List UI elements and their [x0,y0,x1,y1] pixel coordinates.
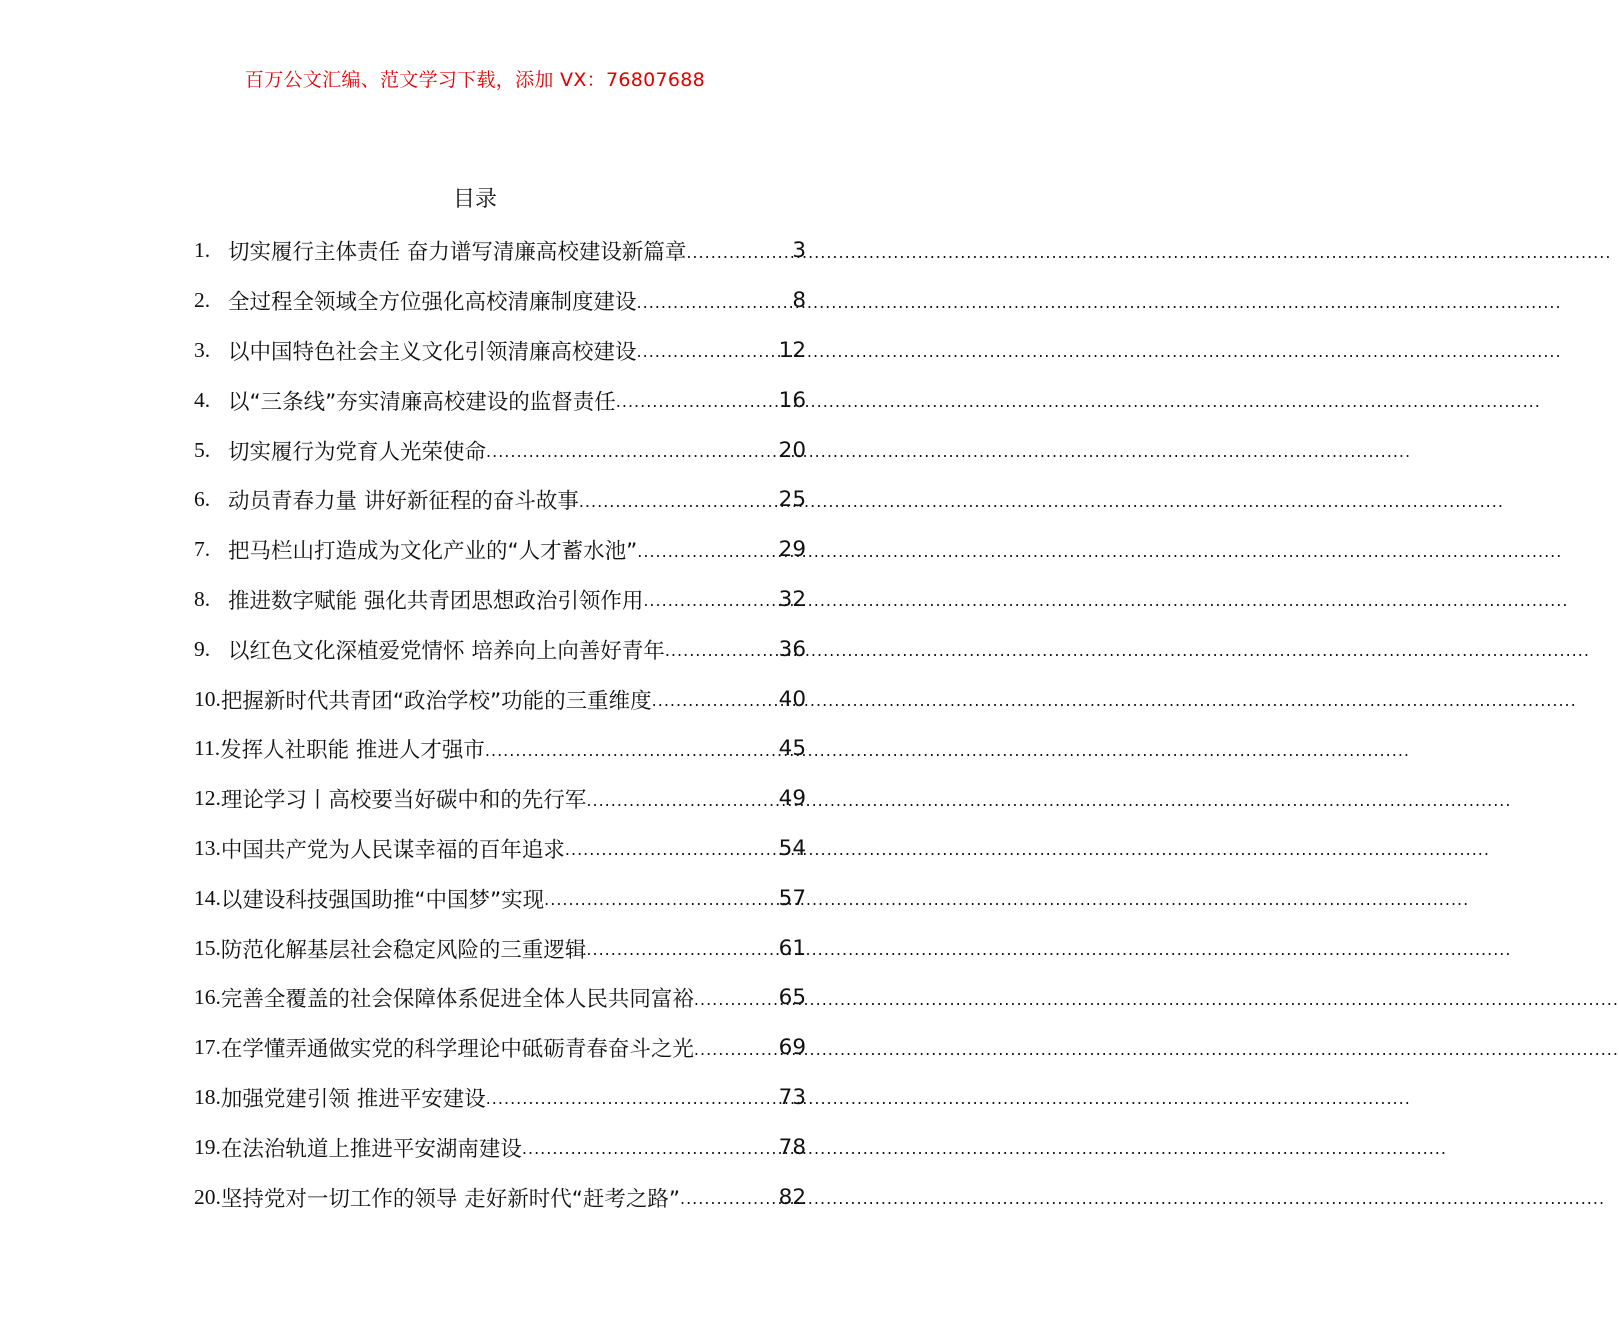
toc-item-11[interactable] [194,724,806,774]
toc-item-title: 理论学习丨高校要当好碳中和的先行军 [220,788,587,814]
toc-item-title: 加强党建引领 推进平安建设 [220,1086,486,1112]
toc-dot-leader [680,1189,779,1208]
toc-dot-leader [616,392,779,411]
toc-item-page: 29 [778,537,806,563]
toc-dot-leader [694,1040,779,1059]
toc-item-number: 1. [194,238,211,263]
toc-item-number: 8. [194,586,211,611]
toc-item-number: 20. [194,1184,221,1209]
toc-item-title: 切实履行为党育人光荣使命 [228,439,487,465]
toc-item-15[interactable] [194,923,806,973]
toc-item-3[interactable] [194,326,806,376]
toc-item-number: 4. [194,387,211,412]
toc-item-number: 11. [194,736,221,761]
toc-item-page: 57 [778,885,806,911]
toc-dot-leader [522,1139,779,1158]
toc-item-title: 在学懂弄通做实党的科学理论中砥砺青春奋斗之光 [220,1037,694,1063]
toc-item-number: 14. [194,885,221,910]
toc-item-number: 19. [194,1134,221,1159]
toc-item-page: 65 [778,985,806,1011]
toc-item-page: 69 [778,1035,806,1061]
toc-dot-leader [643,591,778,610]
toc-item-title: 发挥人社职能 推进人才强市 [220,738,485,764]
toc-item-page: 40 [778,686,806,712]
toc-item-10[interactable] [194,674,806,724]
toc-item-number: 10. [194,686,221,711]
toc-item-page: 20 [778,437,806,463]
toc-item-number: 17. [194,1035,221,1060]
toc-item-18[interactable] [194,1073,806,1123]
toc-item-8[interactable] [194,575,806,625]
toc-item-14[interactable] [194,873,806,923]
table-of-contents [194,226,806,1222]
toc-item-page: 3 [792,238,806,264]
toc-dot-leader [579,492,779,511]
toc-dot-leader [544,890,778,909]
toc-item-1[interactable] [194,226,806,276]
toc-dot-leader [665,641,779,660]
toc-item-20[interactable] [194,1172,806,1222]
toc-item-2[interactable] [194,276,806,326]
toc-item-4[interactable] [194,375,806,425]
toc-item-title: 以中国特色社会主义文化引领清廉高校建设 [228,339,637,365]
toc-item-number: 16. [194,985,221,1010]
toc-item-9[interactable] [194,624,806,674]
toc-item-6[interactable] [194,475,806,525]
toc-item-number: 13. [194,835,221,860]
toc-item-number: 9. [194,636,211,661]
toc-dot-leader [485,741,779,760]
toc-dot-leader [486,442,779,461]
toc-dot-leader [694,990,779,1009]
toc-item-title: 以“三条线”夯实清廉高校建设的监督责任 [228,389,616,415]
toc-item-title: 坚持党对一切工作的领导 走好新时代“赶考之路” [220,1186,680,1212]
toc-item-title: 全过程全领域全方位强化高校清廉制度建设 [228,290,637,316]
toc-dot-leader [586,791,778,810]
toc-item-number: 18. [194,1084,221,1109]
toc-dot-leader [637,542,778,561]
toc-dot-leader [565,840,779,859]
toc-item-title: 切实履行主体责任 奋力谱写清廉高校建设新篇章 [228,240,687,266]
toc-item-page: 16 [778,387,806,413]
toc-item-number: 12. [194,786,221,811]
toc-dot-leader [586,940,778,959]
toc-dot-leader [486,1089,779,1108]
toc-item-number: 15. [194,935,221,960]
toc-item-page: 32 [778,586,806,612]
toc-item-title: 防范化解基层社会稳定风险的三重逻辑 [220,937,587,963]
toc-dot-leader [652,691,779,710]
toc-item-17[interactable] [194,1023,806,1073]
toc-dot-leader [637,293,793,312]
toc-item-title: 推进数字赋能 强化共青团思想政治引领作用 [228,588,644,614]
toc-item-page: 49 [778,786,806,812]
toc-item-title: 把马栏山打造成为文化产业的“人才蓄水池” [228,539,638,565]
toc-item-page: 8 [792,288,806,314]
toc-item-page: 61 [778,935,806,961]
toc-item-title: 中国共产党为人民谋幸福的百年追求 [220,837,565,863]
header-note: 百万公文汇编、范文学习下载，添加 VX：76807688 [244,69,706,91]
toc-item-title: 完善全覆盖的社会保障体系促进全体人民共同富裕 [220,987,694,1013]
toc-item-page: 25 [778,487,806,513]
toc-item-page: 78 [778,1134,806,1160]
toc-item-page: 12 [778,337,806,363]
toc-item-number: 3. [194,337,211,362]
toc-item-title: 动员青春力量 讲好新征程的奋斗故事 [228,489,579,515]
toc-item-page: 54 [778,835,806,861]
toc-item-number: 7. [194,537,211,562]
toc-item-page: 82 [778,1184,806,1210]
toc-item-title: 以建设科技强国助推“中国梦”实现 [220,887,545,913]
toc-item-title: 以红色文化深植爱党情怀 培养向上向善好青年 [228,638,665,664]
toc-item-19[interactable] [194,1122,806,1172]
toc-item-16[interactable] [194,973,806,1023]
toc-item-title: 把握新时代共青团“政治学校”功能的三重维度 [220,688,652,714]
toc-item-title: 在法治轨道上推进平安湖南建设 [220,1136,522,1162]
toc-item-page: 36 [778,636,806,662]
toc-item-page: 73 [778,1084,806,1110]
toc-dot-leader [637,342,779,361]
toc-item-7[interactable] [194,525,806,575]
toc-item-number: 2. [194,288,211,313]
toc-item-number: 6. [194,487,211,512]
toc-item-12[interactable] [194,774,806,824]
toc-item-13[interactable] [194,824,806,874]
toc-item-number: 5. [194,437,211,462]
toc-item-5[interactable] [194,425,806,475]
toc-title: 目录 [452,187,497,212]
toc-item-page: 45 [778,736,806,762]
toc-dot-leader [686,243,792,262]
